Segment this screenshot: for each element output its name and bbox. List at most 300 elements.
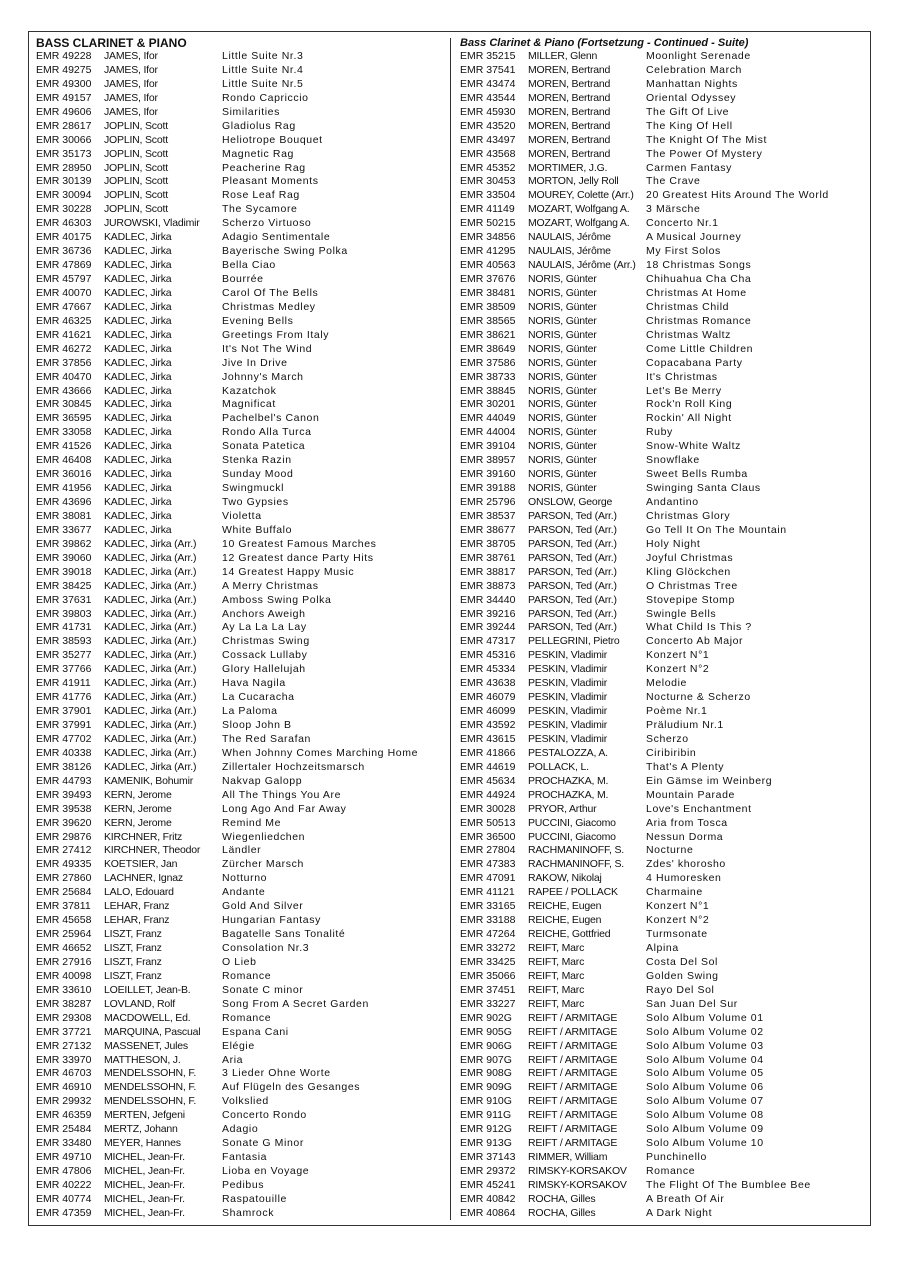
composer: KADLEC, Jirka xyxy=(104,440,172,453)
catalog-number: EMR 36595 xyxy=(36,412,92,425)
work-title: The Gift Of Live xyxy=(646,105,730,118)
work-title: Heliotrope Bouquet xyxy=(222,133,323,146)
work-title: Solo Album Volume 05 xyxy=(646,1067,764,1080)
catalog-row xyxy=(460,203,865,217)
work-title: Mountain Parade xyxy=(646,788,735,801)
catalog-row xyxy=(36,120,446,134)
catalog-row xyxy=(460,580,865,594)
composer: MENDELSSOHN, F. xyxy=(104,1067,197,1080)
composer: KADLEC, Jirka (Arr.) xyxy=(104,732,197,745)
composer: NORIS, Günter xyxy=(528,398,597,411)
composer: ROCHA, Gilles xyxy=(528,1192,596,1205)
catalog-number: EMR 27916 xyxy=(36,955,92,968)
work-title: The Sycamore xyxy=(222,203,298,216)
composer: KADLEC, Jirka (Arr.) xyxy=(104,551,197,564)
catalog-row xyxy=(460,524,865,538)
composer: KADLEC, Jirka (Arr.) xyxy=(104,607,197,620)
composer: JOPLIN, Scott xyxy=(104,147,168,160)
work-title: Notturno xyxy=(222,872,268,885)
catalog-number: EMR 36500 xyxy=(460,830,516,843)
catalog-number: EMR 43520 xyxy=(460,119,516,132)
composer: KADLEC, Jirka xyxy=(104,398,172,411)
composer: REIFT, Marc xyxy=(528,983,585,996)
work-title: Chihuahua Cha Cha xyxy=(646,273,752,285)
catalog-row xyxy=(460,273,865,287)
catalog-number: EMR 33227 xyxy=(460,997,516,1010)
catalog-row xyxy=(36,496,446,510)
catalog-row xyxy=(36,1054,446,1068)
composer: KADLEC, Jirka (Arr.) xyxy=(104,593,197,606)
catalog-number: EMR 38873 xyxy=(460,579,516,592)
work-title: 14 Greatest Happy Music xyxy=(222,565,355,578)
catalog-row xyxy=(36,385,446,399)
catalog-number: EMR 37901 xyxy=(36,705,92,718)
composer: KADLEC, Jirka (Arr.) xyxy=(104,663,197,676)
composer: NORIS, Günter xyxy=(528,426,597,439)
work-title: Charmaine xyxy=(646,886,703,899)
catalog-number: EMR 49157 xyxy=(36,91,92,104)
composer: REIFT / ARMITAGE xyxy=(528,1123,618,1136)
catalog-number: EMR 911G xyxy=(460,1109,512,1122)
catalog-row xyxy=(36,259,446,273)
work-title: Ruby xyxy=(646,426,673,439)
composer: LALO, Edouard xyxy=(104,886,174,899)
work-title: Costa Del Sol xyxy=(646,955,718,968)
catalog-row xyxy=(36,831,446,845)
catalog-number: EMR 38537 xyxy=(460,509,516,522)
catalog-row xyxy=(460,189,865,203)
work-title: Solo Album Volume 04 xyxy=(646,1053,764,1066)
work-title: When Johnny Comes Marching Home xyxy=(222,746,419,759)
work-title: Wiegenliedchen xyxy=(222,830,306,843)
composer: MORTIMER, J.G. xyxy=(528,161,608,174)
catalog-number: EMR 50513 xyxy=(460,816,516,829)
catalog-row xyxy=(460,747,865,761)
catalog-number: EMR 36736 xyxy=(36,245,92,258)
catalog-row xyxy=(460,398,865,412)
composer: PESKIN, Vladimir xyxy=(528,677,608,690)
work-title: Little Suite Nr.5 xyxy=(222,77,304,90)
work-title: Swingle Bells xyxy=(646,607,717,620)
composer: NORIS, Günter xyxy=(528,314,597,327)
catalog-row xyxy=(460,50,865,64)
catalog-number: EMR 38957 xyxy=(460,454,516,467)
work-title: 18 Christmas Songs xyxy=(646,259,752,272)
catalog-number: EMR 29876 xyxy=(36,830,92,843)
catalog-row xyxy=(36,482,446,496)
work-title: Peacherine Rag xyxy=(222,161,306,174)
catalog-number: EMR 28617 xyxy=(36,119,92,132)
composer: JAMES, Ifor xyxy=(104,105,158,118)
catalog-row xyxy=(460,1054,865,1068)
catalog-number: EMR 37631 xyxy=(36,593,92,606)
catalog-number: EMR 47869 xyxy=(36,259,92,272)
catalog-row xyxy=(460,1081,865,1095)
work-title: Sunday Mood xyxy=(222,468,294,481)
work-title: Zürcher Marsch xyxy=(222,858,304,871)
catalog-row xyxy=(36,412,446,426)
catalog-row xyxy=(36,398,446,412)
work-title: Remind Me xyxy=(222,816,282,829)
catalog-row xyxy=(36,719,446,733)
work-title: Konzert N°2 xyxy=(646,914,710,927)
work-title: 12 Greatest dance Party Hits xyxy=(222,551,374,564)
catalog-row xyxy=(36,1123,446,1137)
work-title: Solo Album Volume 01 xyxy=(646,1011,764,1024)
catalog-row xyxy=(460,858,865,872)
catalog-number: EMR 45316 xyxy=(460,649,516,662)
catalog-number: EMR 43666 xyxy=(36,384,92,397)
composer: KADLEC, Jirka (Arr.) xyxy=(104,621,197,634)
work-title: Snowflake xyxy=(646,454,700,467)
catalog-row xyxy=(36,1165,446,1179)
work-title: Kling Glöckchen xyxy=(646,565,731,578)
composer: REIFT / ARMITAGE xyxy=(528,1095,618,1108)
catalog-number: EMR 30094 xyxy=(36,189,92,202)
catalog-number: EMR 37676 xyxy=(460,273,516,285)
catalog-row xyxy=(36,1137,446,1151)
catalog-row xyxy=(36,64,446,78)
composer: RAPEE / POLLACK xyxy=(528,886,618,899)
catalog-row xyxy=(36,426,446,440)
catalog-number: EMR 47317 xyxy=(460,635,516,648)
catalog-number: EMR 39862 xyxy=(36,537,92,550)
catalog-row xyxy=(460,900,865,914)
composer: PESKIN, Vladimir xyxy=(528,705,608,718)
composer: NORIS, Günter xyxy=(528,454,597,467)
composer: KERN, Jerome xyxy=(104,788,172,801)
right-column xyxy=(460,36,865,1221)
catalog-row xyxy=(36,594,446,608)
composer: PARSON, Ted (Arr.) xyxy=(528,579,617,592)
catalog-row xyxy=(36,761,446,775)
catalog-row xyxy=(36,189,446,203)
composer: KADLEC, Jirka xyxy=(104,496,172,508)
work-title: Poème Nr.1 xyxy=(646,705,708,718)
catalog-number: EMR 38761 xyxy=(460,551,516,564)
catalog-row xyxy=(36,649,446,663)
composer: KADLEC, Jirka xyxy=(104,384,172,397)
catalog-row xyxy=(460,1151,865,1165)
catalog-number: EMR 40338 xyxy=(36,746,92,759)
catalog-row xyxy=(460,175,865,189)
work-title: Violetta xyxy=(222,509,262,522)
work-title: White Buffalo xyxy=(222,523,293,536)
catalog-number: EMR 47667 xyxy=(36,300,92,313)
work-title: Ciribiribin xyxy=(646,746,697,759)
composer: MOUREY, Colette (Arr.) xyxy=(528,189,634,202)
catalog-number: EMR 30228 xyxy=(36,203,92,216)
work-title: The King Of Hell xyxy=(646,119,733,132)
composer: MASSENET, Jules xyxy=(104,1039,188,1052)
work-title: Ein Gämse im Weinberg xyxy=(646,774,773,787)
catalog-number: EMR 27860 xyxy=(36,872,92,885)
catalog-row xyxy=(460,789,865,803)
catalog-number: EMR 44793 xyxy=(36,774,92,787)
catalog-number: EMR 25964 xyxy=(36,928,92,941)
work-title: Fantasia xyxy=(222,1151,268,1164)
composer: KADLEC, Jirka xyxy=(104,356,172,369)
catalog-row xyxy=(460,761,865,775)
work-title: Konzert N°1 xyxy=(646,900,710,913)
work-title: La Paloma xyxy=(222,705,278,718)
work-title: Nakvap Galopp xyxy=(222,774,303,787)
composer: REIFT, Marc xyxy=(528,942,585,954)
catalog-row xyxy=(36,552,446,566)
catalog-row xyxy=(36,635,446,649)
catalog-row xyxy=(36,998,446,1012)
composer: MOREN, Bertrand xyxy=(528,119,611,132)
composer: PARSON, Ted (Arr.) xyxy=(528,523,617,536)
catalog-row xyxy=(460,956,865,970)
work-title: Concerto Ab Major xyxy=(646,635,744,648)
catalog-row xyxy=(36,287,446,301)
catalog-number: EMR 38817 xyxy=(460,565,516,578)
catalog-row xyxy=(36,1207,446,1221)
work-title: Solo Album Volume 06 xyxy=(646,1081,764,1094)
work-title: The Red Sarafan xyxy=(222,732,311,745)
catalog-row xyxy=(36,608,446,622)
catalog-number: EMR 47806 xyxy=(36,1165,92,1177)
catalog-row xyxy=(460,1165,865,1179)
catalog-number: EMR 44619 xyxy=(460,760,516,773)
composer: REIFT, Marc xyxy=(528,969,585,982)
catalog-number: EMR 39493 xyxy=(36,788,92,801)
composer: REIFT / ARMITAGE xyxy=(528,1137,618,1150)
composer: RACHMANINOFF, S. xyxy=(528,858,624,871)
work-title: Rockin' All Night xyxy=(646,412,732,425)
catalog-row xyxy=(36,78,446,92)
composer: NORIS, Günter xyxy=(528,482,597,495)
composer: LOEILLET, Jean-B. xyxy=(104,983,191,996)
catalog-number: EMR 40842 xyxy=(460,1192,516,1205)
work-title: Gold And Silver xyxy=(222,900,304,913)
work-title: Carol Of The Bells xyxy=(222,286,319,299)
catalog-row xyxy=(36,621,446,635)
work-title: Alpina xyxy=(646,942,679,954)
composer: NORIS, Günter xyxy=(528,300,597,313)
composer: MOREN, Bertrand xyxy=(528,63,611,76)
work-title: Christmas At Home xyxy=(646,286,747,299)
work-title: Little Suite Nr.3 xyxy=(222,50,304,62)
catalog-row xyxy=(460,162,865,176)
composer: NAULAIS, Jérôme xyxy=(528,245,611,258)
catalog-row xyxy=(36,371,446,385)
catalog-number: EMR 35066 xyxy=(460,969,516,982)
composer: MICHEL, Jean-Fr. xyxy=(104,1165,185,1177)
composer: JOPLIN, Scott xyxy=(104,175,168,188)
catalog-row xyxy=(36,1026,446,1040)
work-title: Rock'n Roll King xyxy=(646,398,733,411)
work-title: Swingmuckl xyxy=(222,482,285,495)
composer: PESKIN, Vladimir xyxy=(528,719,608,731)
catalog-number: EMR 40774 xyxy=(36,1192,92,1205)
catalog-number: EMR 35277 xyxy=(36,649,92,662)
catalog-row xyxy=(36,956,446,970)
catalog-number: EMR 33425 xyxy=(460,955,516,968)
work-title: Romance xyxy=(646,1165,696,1177)
catalog-row xyxy=(460,148,865,162)
catalog-number: EMR 33504 xyxy=(460,189,516,202)
work-title: Manhattan Nights xyxy=(646,77,738,90)
composer: RAKOW, Nikolaj xyxy=(528,872,602,885)
work-title: Konzert N°1 xyxy=(646,649,710,662)
catalog-number: EMR 33272 xyxy=(460,942,516,954)
catalog-number: EMR 41731 xyxy=(36,621,92,634)
work-title: The Flight Of The Bumblee Bee xyxy=(646,1178,811,1191)
work-title: The Knight Of The Mist xyxy=(646,133,767,146)
work-title: Elégie xyxy=(222,1039,255,1052)
work-title: Copacabana Party xyxy=(646,356,743,369)
catalog-row xyxy=(36,1151,446,1165)
composer: KADLEC, Jirka (Arr.) xyxy=(104,677,197,690)
catalog-number: EMR 39018 xyxy=(36,565,92,578)
right-catalog-list xyxy=(460,50,865,1221)
composer: POLLACK, L. xyxy=(528,760,589,773)
catalog-number: EMR 44004 xyxy=(460,426,516,439)
catalog-row xyxy=(36,580,446,594)
catalog-row xyxy=(460,775,865,789)
work-title: Evening Bells xyxy=(222,314,294,327)
work-title: A Merry Christmas xyxy=(222,579,319,592)
catalog-number: EMR 25484 xyxy=(36,1123,92,1136)
composer: MICHEL, Jean-Fr. xyxy=(104,1192,185,1205)
catalog-row xyxy=(36,175,446,189)
composer: REIFT / ARMITAGE xyxy=(528,1067,618,1080)
catalog-row xyxy=(36,914,446,928)
catalog-number: EMR 30066 xyxy=(36,133,92,146)
catalog-number: EMR 39188 xyxy=(460,482,516,495)
catalog-number: EMR 41121 xyxy=(460,886,515,899)
catalog-row xyxy=(36,775,446,789)
catalog-row xyxy=(460,120,865,134)
catalog-number: EMR 41956 xyxy=(36,482,92,495)
catalog-row xyxy=(460,552,865,566)
work-title: Anchors Aweigh xyxy=(222,607,306,620)
catalog-number: EMR 39160 xyxy=(460,468,516,481)
composer: REICHE, Eugen xyxy=(528,914,602,927)
composer: PARSON, Ted (Arr.) xyxy=(528,565,617,578)
catalog-row xyxy=(36,538,446,552)
work-title: Sonate C minor xyxy=(222,983,304,996)
catalog-number: EMR 47091 xyxy=(460,872,516,885)
catalog-number: EMR 38509 xyxy=(460,300,516,313)
catalog-row xyxy=(460,1193,865,1207)
work-title: Amboss Swing Polka xyxy=(222,593,332,606)
composer: PUCCINI, Giacomo xyxy=(528,830,616,843)
catalog-number: EMR 905G xyxy=(460,1025,512,1038)
catalog-row xyxy=(460,371,865,385)
work-title: Pedibus xyxy=(222,1178,265,1191)
composer: MATTHESON, J. xyxy=(104,1053,181,1066)
composer: PESKIN, Vladimir xyxy=(528,691,608,704)
composer: MICHEL, Jean-Fr. xyxy=(104,1151,185,1164)
composer: KADLEC, Jirka (Arr.) xyxy=(104,649,197,662)
composer: LOVLAND, Rolf xyxy=(104,997,175,1010)
catalog-number: EMR 46408 xyxy=(36,454,92,467)
work-title: Bella Ciao xyxy=(222,259,276,272)
work-title: Concerto Rondo xyxy=(222,1109,307,1122)
composer: NORIS, Günter xyxy=(528,286,597,299)
catalog-number: EMR 39803 xyxy=(36,607,92,620)
composer: KAMENIK, Bohumir xyxy=(104,774,193,787)
work-title: 3 Märsche xyxy=(646,203,701,216)
composer: KADLEC, Jirka xyxy=(104,509,172,522)
work-title: Magnificat xyxy=(222,398,276,411)
work-title: Christmas Romance xyxy=(646,314,752,327)
composer: KADLEC, Jirka xyxy=(104,342,172,355)
composer: NORIS, Günter xyxy=(528,384,597,397)
catalog-number: EMR 43497 xyxy=(460,133,516,146)
composer: KADLEC, Jirka xyxy=(104,314,172,327)
catalog-row xyxy=(36,273,446,287)
composer: KADLEC, Jirka xyxy=(104,231,172,244)
column-divider xyxy=(450,38,451,1220)
catalog-row xyxy=(460,872,865,886)
work-title: Solo Album Volume 09 xyxy=(646,1123,764,1136)
catalog-number: EMR 37143 xyxy=(460,1151,516,1164)
composer: KADLEC, Jirka (Arr.) xyxy=(104,691,197,704)
composer: NORIS, Günter xyxy=(528,440,597,453)
catalog-row xyxy=(36,1081,446,1095)
composer: JAMES, Ifor xyxy=(104,63,158,76)
catalog-number: EMR 33677 xyxy=(36,523,92,536)
composer: PESKIN, Vladimir xyxy=(528,649,608,662)
catalog-number: EMR 40563 xyxy=(460,259,516,272)
work-title: A Dark Night xyxy=(646,1206,713,1219)
composer: REIFT / ARMITAGE xyxy=(528,1011,618,1024)
composer: KADLEC, Jirka (Arr.) xyxy=(104,746,197,759)
catalog-number: EMR 30028 xyxy=(460,802,516,815)
catalog-row xyxy=(460,942,865,956)
catalog-row xyxy=(460,635,865,649)
catalog-row xyxy=(36,231,446,245)
work-title: Melodie xyxy=(646,677,687,690)
right-heading: Bass Clarinet & Piano (Fortsetzung - Continued - Suite) xyxy=(460,37,749,49)
work-title: Adagio Sentimentale xyxy=(222,231,331,244)
catalog-row xyxy=(460,1012,865,1026)
composer: LEHAR, Franz xyxy=(104,900,170,913)
catalog-number: EMR 906G xyxy=(460,1039,512,1052)
work-title: My First Solos xyxy=(646,245,721,258)
work-title: Love's Enchantment xyxy=(646,802,752,815)
work-title: Bagatelle Sans Tonalité xyxy=(222,928,346,941)
catalog-number: EMR 34440 xyxy=(460,593,516,606)
catalog-number: EMR 909G xyxy=(460,1081,512,1094)
catalog-row xyxy=(36,245,446,259)
work-title: Celebration March xyxy=(646,63,742,76)
catalog-row xyxy=(36,1095,446,1109)
catalog-row xyxy=(460,621,865,635)
work-title: Zillertaler Hochzeitsmarsch xyxy=(222,760,365,773)
catalog-row xyxy=(36,747,446,761)
catalog-number: EMR 37811 xyxy=(36,900,91,913)
catalog-number: EMR 39620 xyxy=(36,816,92,829)
catalog-number: EMR 49335 xyxy=(36,858,92,871)
composer: PARSON, Ted (Arr.) xyxy=(528,621,617,634)
catalog-row xyxy=(36,705,446,719)
work-title: Scherzo Virtuoso xyxy=(222,217,312,230)
composer: KADLEC, Jirka xyxy=(104,328,172,341)
work-title: 10 Greatest Famous Marches xyxy=(222,537,377,550)
catalog-number: EMR 46703 xyxy=(36,1067,92,1080)
composer: MOREN, Bertrand xyxy=(528,77,611,90)
work-title: A Breath Of Air xyxy=(646,1192,725,1205)
work-title: All The Things You Are xyxy=(222,788,342,801)
composer: MICHEL, Jean-Fr. xyxy=(104,1178,185,1191)
composer: KIRCHNER, Fritz xyxy=(104,830,183,843)
work-title: Andante xyxy=(222,886,266,899)
